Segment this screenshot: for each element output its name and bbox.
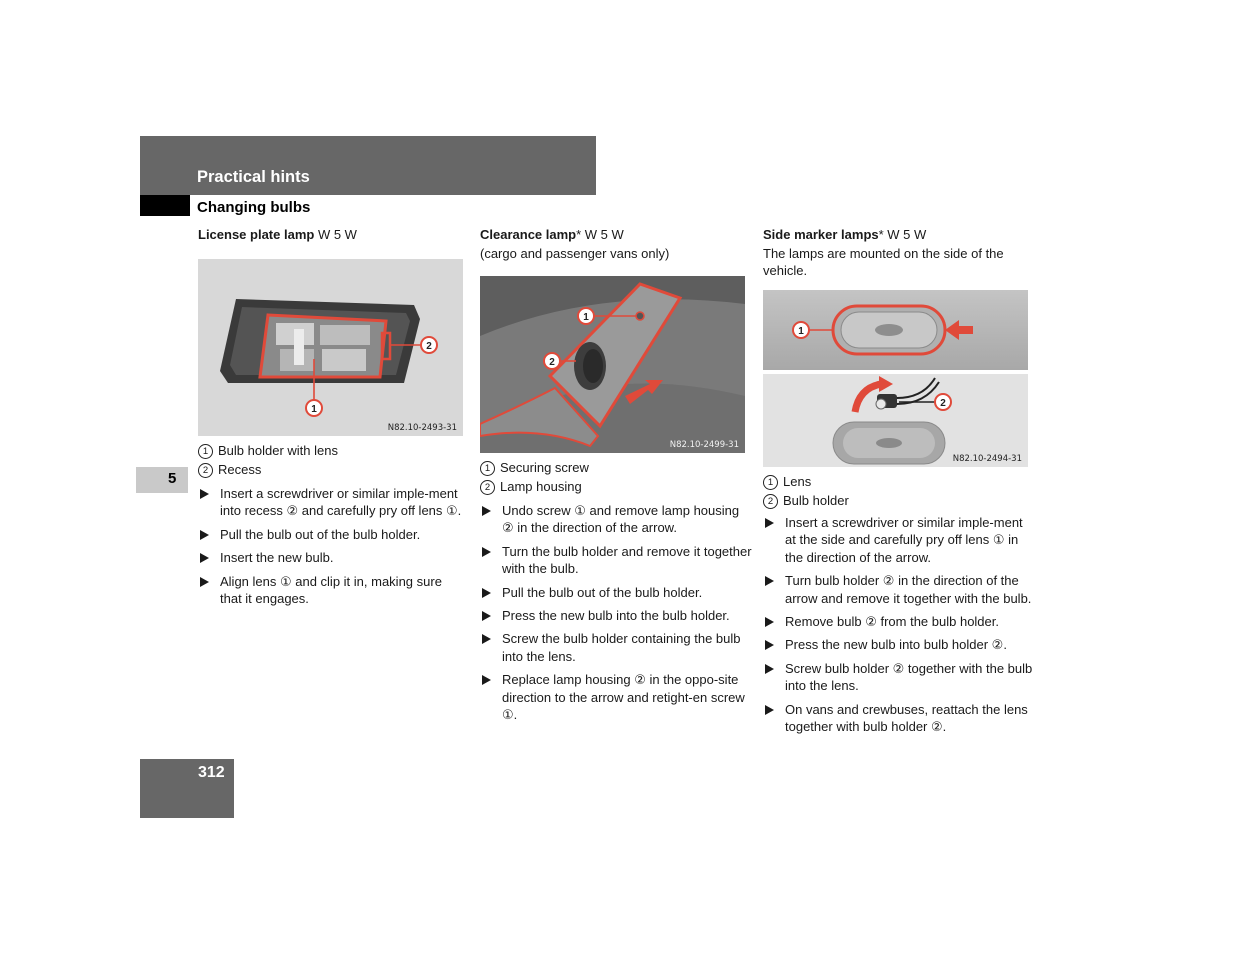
callout-2: 2: [426, 341, 432, 352]
figure-code: N82.10-2494-31: [952, 454, 1022, 464]
step-item: Insert a screwdriver or similar imple-ment at the side and carefully pry off lens ① in the direction of the arrow.: [763, 514, 1035, 566]
step-item: Turn bulb holder ② in the direction of the arrow and remove it together with the bulb.: [763, 572, 1035, 607]
subsection-title: Changing bulbs: [197, 199, 311, 216]
callout-2: 2: [940, 398, 946, 409]
legend-item: 2 Bulb holder: [763, 491, 849, 510]
clearance-lamp-legend: [480, 458, 589, 496]
step-item: Replace lamp housing ② in the oppo-site direction to the arrow and retight-en screw ①.: [480, 671, 752, 723]
legend-item: 1 Bulb holder with lens: [198, 441, 338, 460]
legend-item: 1 Securing screw: [480, 458, 589, 477]
subheader-marker: [140, 195, 190, 216]
step-item: Align lens ① and clip it in, making sure that it engages.: [198, 573, 466, 608]
section-title: Practical hints: [197, 168, 310, 186]
step-item: Remove bulb ② from the bulb holder.: [763, 613, 1035, 630]
chapter-tab: [136, 467, 188, 493]
side-marker-legend: [763, 472, 849, 510]
callout-1: 1: [798, 326, 804, 337]
chapter-number: 5: [168, 470, 177, 487]
step-item: Screw the bulb holder containing the bulb into the lens.: [480, 630, 752, 665]
license-plate-steps: [198, 485, 466, 613]
step-item: Press the new bulb into bulb holder ②.: [763, 636, 1035, 653]
step-item: On vans and crewbuses, reattach the lens together with bulb holder ②.: [763, 701, 1035, 736]
license-plate-legend: [198, 441, 338, 479]
step-item: Pull the bulb out of the bulb holder.: [198, 526, 466, 543]
clearance-lamp-note: (cargo and passenger vans only): [480, 246, 670, 261]
side-marker-heading: Side marker lamps* W 5 W: [763, 227, 927, 242]
step-item: Screw bulb holder ② together with the bulb into the lens.: [763, 660, 1035, 695]
figure-code: N82.10-2493-31: [387, 423, 457, 433]
page-number: 312: [198, 764, 225, 781]
side-marker-figure-bottom: [763, 374, 1028, 467]
license-plate-heading: License plate lamp W 5 W: [198, 227, 357, 242]
side-marker-steps: [763, 514, 1035, 741]
legend-item: 2 Recess: [198, 460, 338, 479]
step-item: Pull the bulb out of the bulb holder.: [480, 584, 752, 601]
clearance-lamp-figure: [480, 276, 745, 453]
callout-2: 2: [549, 357, 555, 368]
license-plate-lamp-figure: [198, 259, 463, 436]
side-marker-figure-top: [763, 290, 1028, 370]
step-item: Turn the bulb holder and remove it together with the bulb.: [480, 543, 752, 578]
clearance-lamp-steps: [480, 502, 752, 729]
callout-1: 1: [311, 404, 317, 415]
side-marker-intro: The lamps are mounted on the side of the vehicle.: [763, 246, 1004, 278]
step-item: Undo screw ① and remove lamp housing ② in the direction of the arrow.: [480, 502, 752, 537]
figure-code: N82.10-2499-31: [669, 440, 739, 450]
clearance-lamp-heading: Clearance lamp* W 5 W: [480, 227, 624, 242]
step-item: Press the new bulb into the bulb holder.: [480, 607, 752, 624]
legend-item: 2 Lamp housing: [480, 477, 589, 496]
callout-1: 1: [583, 312, 589, 323]
step-item: Insert the new bulb.: [198, 549, 466, 566]
legend-item: 1 Lens: [763, 472, 849, 491]
step-item: Insert a screwdriver or similar imple-ment into recess ② and carefully pry off lens ①.: [198, 485, 466, 520]
